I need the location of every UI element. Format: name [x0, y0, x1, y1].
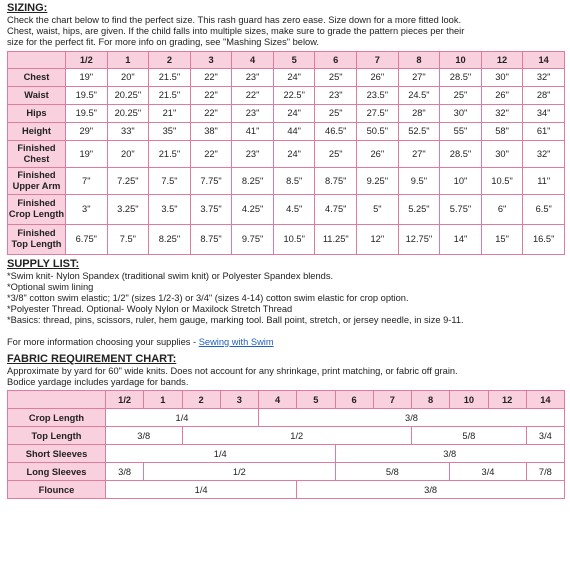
size-value-cell: 28" — [398, 104, 440, 122]
size-value-cell: 24" — [273, 104, 315, 122]
size-value-cell: 26" — [481, 86, 523, 104]
size-chart-row — [8, 224, 565, 254]
size-value-cell: 11.25" — [315, 224, 357, 254]
size-header-cell: 12 — [481, 51, 523, 68]
size-value-cell: 8.5" — [273, 167, 315, 194]
size-value-cell: 7.25" — [107, 167, 149, 194]
size-value-cell: 27.5" — [357, 104, 399, 122]
size-value-cell: 46.5" — [315, 122, 357, 140]
fabric-yardage-cell: 3/4 — [526, 427, 564, 445]
size-value-cell: 7.75" — [190, 167, 232, 194]
size-value-cell: 24" — [273, 68, 315, 86]
size-value-cell: 58" — [481, 122, 523, 140]
size-row-label: Finished Top Length — [8, 224, 66, 254]
size-value-cell: 20" — [107, 140, 149, 167]
fabric-yardage-cell: 3/8 — [297, 481, 565, 499]
size-value-cell: 20.25" — [107, 104, 149, 122]
size-value-cell: 10.5" — [273, 224, 315, 254]
size-value-cell: 61" — [523, 122, 565, 140]
size-value-cell: 6" — [481, 194, 523, 224]
size-value-cell: 23.5" — [357, 86, 399, 104]
fabric-chart-row — [8, 445, 565, 463]
fabric-yardage-cell: 1/4 — [106, 409, 259, 427]
more-info-line — [7, 337, 565, 348]
fabric-row-label: Crop Length — [8, 409, 106, 427]
size-value-cell: 25" — [315, 68, 357, 86]
size-value-cell: 35" — [149, 122, 191, 140]
fabric-header-cell: 5 — [297, 391, 335, 409]
fabric-chart-table — [7, 390, 565, 499]
size-value-cell: 8.75" — [315, 167, 357, 194]
size-value-cell: 3.5" — [149, 194, 191, 224]
more-info-text: For more information choosing your supplies - — [7, 336, 199, 347]
size-value-cell: 14" — [440, 224, 482, 254]
size-row-label: Hips — [8, 104, 66, 122]
size-value-cell: 22" — [190, 86, 232, 104]
size-value-cell: 10" — [440, 167, 482, 194]
fabric-chart-row — [8, 463, 565, 481]
size-value-cell: 25" — [315, 104, 357, 122]
fabric-header-cell: 1/2 — [106, 391, 144, 409]
fabric-row-label: Short Sleeves — [8, 445, 106, 463]
fabric-chart-row — [8, 409, 565, 427]
fabric-header-cell: 7 — [373, 391, 411, 409]
fabric-chart-row — [8, 427, 565, 445]
fabric-yardage-cell: 5/8 — [335, 463, 450, 481]
size-value-cell: 30" — [481, 68, 523, 86]
fabric-header-cell: 1 — [144, 391, 182, 409]
fabric-intro-line-1: Approximate by yard for 60" wide knits. Does not account for any shrinkage, print matching, or fabric off grain. — [7, 365, 458, 376]
fabric-yardage-cell: 3/8 — [259, 409, 565, 427]
size-chart-row — [8, 194, 565, 224]
fabric-header-cell: 4 — [259, 391, 297, 409]
size-value-cell: 5.75" — [440, 194, 482, 224]
size-row-label: Waist — [8, 86, 66, 104]
size-value-cell: 3" — [66, 194, 108, 224]
size-value-cell: 21.5" — [149, 86, 191, 104]
size-value-cell: 15" — [481, 224, 523, 254]
fabric-header-cell: 2 — [182, 391, 220, 409]
size-value-cell: 22.5" — [273, 86, 315, 104]
fabric-yardage-cell: 3/8 — [106, 463, 144, 481]
fabric-yardage-cell: 3/8 — [335, 445, 565, 463]
fabric-heading: FABRIC REQUIREMENT CHART: — [7, 352, 177, 365]
size-chart-row — [8, 86, 565, 104]
size-header-cell: 5 — [273, 51, 315, 68]
size-value-cell: 21.5" — [149, 68, 191, 86]
size-value-cell: 33" — [107, 122, 149, 140]
size-value-cell: 25" — [440, 86, 482, 104]
size-header-cell: 6 — [315, 51, 357, 68]
size-value-cell: 23" — [232, 104, 274, 122]
size-value-cell: 24.5" — [398, 86, 440, 104]
size-row-label: Finished Upper Arm — [8, 167, 66, 194]
size-value-cell: 5.25" — [398, 194, 440, 224]
size-value-cell: 20.25" — [107, 86, 149, 104]
sizing-heading: SIZING: — [7, 2, 48, 14]
fabric-header-cell: 10 — [450, 391, 488, 409]
size-value-cell: 7.5" — [107, 224, 149, 254]
supply-item: *Swim knit- Nylon Spandex (traditional swim knit) or Polyester Spandex blends. — [7, 270, 334, 281]
supply-heading: SUPPLY LIST: — [7, 257, 80, 270]
fabric-yardage-cell: 1/2 — [144, 463, 335, 481]
size-value-cell: 10.5" — [481, 167, 523, 194]
fabric-row-label: Flounce — [8, 481, 106, 499]
fabric-yardage-cell: 7/8 — [526, 463, 564, 481]
fabric-header-row — [8, 391, 565, 409]
size-header-cell: 4 — [232, 51, 274, 68]
size-chart-row — [8, 122, 565, 140]
size-value-cell: 12" — [357, 224, 399, 254]
size-value-cell: 4.25" — [232, 194, 274, 224]
fabric-header-cell: 12 — [488, 391, 526, 409]
size-value-cell: 27" — [398, 68, 440, 86]
sewing-with-swim-link[interactable]: Sewing with Swim — [198, 336, 274, 347]
size-row-label: Height — [8, 122, 66, 140]
size-value-cell: 6.75" — [66, 224, 108, 254]
size-value-cell: 24" — [273, 140, 315, 167]
size-value-cell: 22" — [190, 104, 232, 122]
fabric-header-cell: 6 — [335, 391, 373, 409]
size-value-cell: 19.5" — [66, 104, 108, 122]
size-value-cell: 6.5" — [523, 194, 565, 224]
size-value-cell: 22" — [190, 140, 232, 167]
size-value-cell: 23" — [232, 140, 274, 167]
size-value-cell: 19.5" — [66, 86, 108, 104]
size-value-cell: 11" — [523, 167, 565, 194]
size-row-label: Chest — [8, 68, 66, 86]
size-value-cell: 38" — [190, 122, 232, 140]
size-value-cell: 52.5" — [398, 122, 440, 140]
size-value-cell: 26" — [357, 68, 399, 86]
size-value-cell: 32" — [523, 140, 565, 167]
size-header-cell: 1/2 — [66, 51, 108, 68]
size-value-cell: 8.75" — [190, 224, 232, 254]
page — [7, 2, 565, 499]
supply-item: *3/8" cotton swim elastic; 1/2" (sizes 1/2-3) or 3/4" (sizes 4-14) cotton swim elastic for crop option. — [7, 293, 409, 304]
size-value-cell: 7" — [66, 167, 108, 194]
size-row-label: Finished Chest — [8, 140, 66, 167]
fabric-intro-line-2: Bodice yardage includes yardage for bands. — [7, 377, 189, 388]
size-value-cell: 20" — [107, 68, 149, 86]
fabric-row-label: Long Sleeves — [8, 463, 106, 481]
size-row-label: Finished Crop Length — [8, 194, 66, 224]
size-header-cell: 8 — [398, 51, 440, 68]
size-value-cell: 9.25" — [357, 167, 399, 194]
size-value-cell: 28.5" — [440, 68, 482, 86]
size-value-cell: 32" — [481, 104, 523, 122]
fabric-header-cell: 8 — [412, 391, 450, 409]
size-value-cell: 50.5" — [357, 122, 399, 140]
size-value-cell: 30" — [481, 140, 523, 167]
size-header-row — [8, 51, 565, 68]
size-value-cell: 23" — [232, 68, 274, 86]
size-value-cell: 26" — [357, 140, 399, 167]
size-value-cell: 5" — [357, 194, 399, 224]
size-value-cell: 9.5" — [398, 167, 440, 194]
supply-item: *Optional swim lining — [7, 281, 94, 292]
size-value-cell: 4.75" — [315, 194, 357, 224]
fabric-header-cell: 3 — [220, 391, 258, 409]
size-value-cell: 23" — [315, 86, 357, 104]
size-value-cell: 8.25" — [232, 167, 274, 194]
size-value-cell: 28.5" — [440, 140, 482, 167]
size-value-cell: 22" — [232, 86, 274, 104]
size-value-cell: 21" — [149, 104, 191, 122]
size-value-cell: 16.5" — [523, 224, 565, 254]
size-header-cell: 2 — [149, 51, 191, 68]
size-value-cell: 44" — [273, 122, 315, 140]
size-value-cell: 3.75" — [190, 194, 232, 224]
size-value-cell: 32" — [523, 68, 565, 86]
fabric-yardage-cell: 3/4 — [450, 463, 527, 481]
size-value-cell: 19" — [66, 68, 108, 86]
size-value-cell: 25" — [315, 140, 357, 167]
size-header-cell: 1 — [107, 51, 149, 68]
size-value-cell: 22" — [190, 68, 232, 86]
fabric-chart-row — [8, 481, 565, 499]
size-value-cell: 8.25" — [149, 224, 191, 254]
supply-item: *Polyester Thread. Optional- Wooly Nylon or Maxilock Stretch Thread — [7, 304, 293, 315]
supply-item: *Basics: thread, pins, scissors, ruler, hem gauge, marking tool. Ball point, stretch, or jersey needle, in size 9-11. — [7, 315, 464, 326]
size-chart-row — [8, 68, 565, 86]
size-value-cell: 41" — [232, 122, 274, 140]
size-value-cell: 28" — [523, 86, 565, 104]
size-chart-table — [7, 51, 565, 255]
size-header-cell: 3 — [190, 51, 232, 68]
fabric-header-cell: 14 — [526, 391, 564, 409]
fabric-row-label: Top Length — [8, 427, 106, 445]
size-value-cell: 21.5" — [149, 140, 191, 167]
sizing-intro-line-3: size for the perfect fit. For more info on grading, see "Mashing Sizes" below. — [7, 37, 319, 48]
sizing-intro-line-2: Chest, waist, hips, are given. If the child falls into multiple sizes, make sure to grade the pattern pieces per their — [7, 26, 465, 37]
fabric-yardage-cell: 5/8 — [412, 427, 527, 445]
size-header-cell: 10 — [440, 51, 482, 68]
fabric-yardage-cell: 3/8 — [106, 427, 183, 445]
size-value-cell: 4.5" — [273, 194, 315, 224]
fabric-header-corner — [8, 391, 106, 409]
size-header-cell: 14 — [523, 51, 565, 68]
size-value-cell: 55" — [440, 122, 482, 140]
size-chart-row — [8, 104, 565, 122]
size-value-cell: 27" — [398, 140, 440, 167]
fabric-yardage-cell: 1/4 — [106, 445, 336, 463]
size-value-cell: 3.25" — [107, 194, 149, 224]
sizing-intro-line-1: Check the chart below to find the perfect size. This rash guard has zero ease. Size down for a more fitted look. — [7, 15, 462, 25]
size-value-cell: 9.75" — [232, 224, 274, 254]
size-value-cell: 30" — [440, 104, 482, 122]
size-value-cell: 29" — [66, 122, 108, 140]
size-value-cell: 34" — [523, 104, 565, 122]
size-value-cell: 12.75" — [398, 224, 440, 254]
size-header-cell: 7 — [357, 51, 399, 68]
size-chart-row — [8, 140, 565, 167]
size-header-corner — [8, 51, 66, 68]
fabric-yardage-cell: 1/4 — [106, 481, 297, 499]
size-value-cell: 7.5" — [149, 167, 191, 194]
fabric-yardage-cell: 1/2 — [182, 427, 412, 445]
size-value-cell: 19" — [66, 140, 108, 167]
size-chart-row — [8, 167, 565, 194]
